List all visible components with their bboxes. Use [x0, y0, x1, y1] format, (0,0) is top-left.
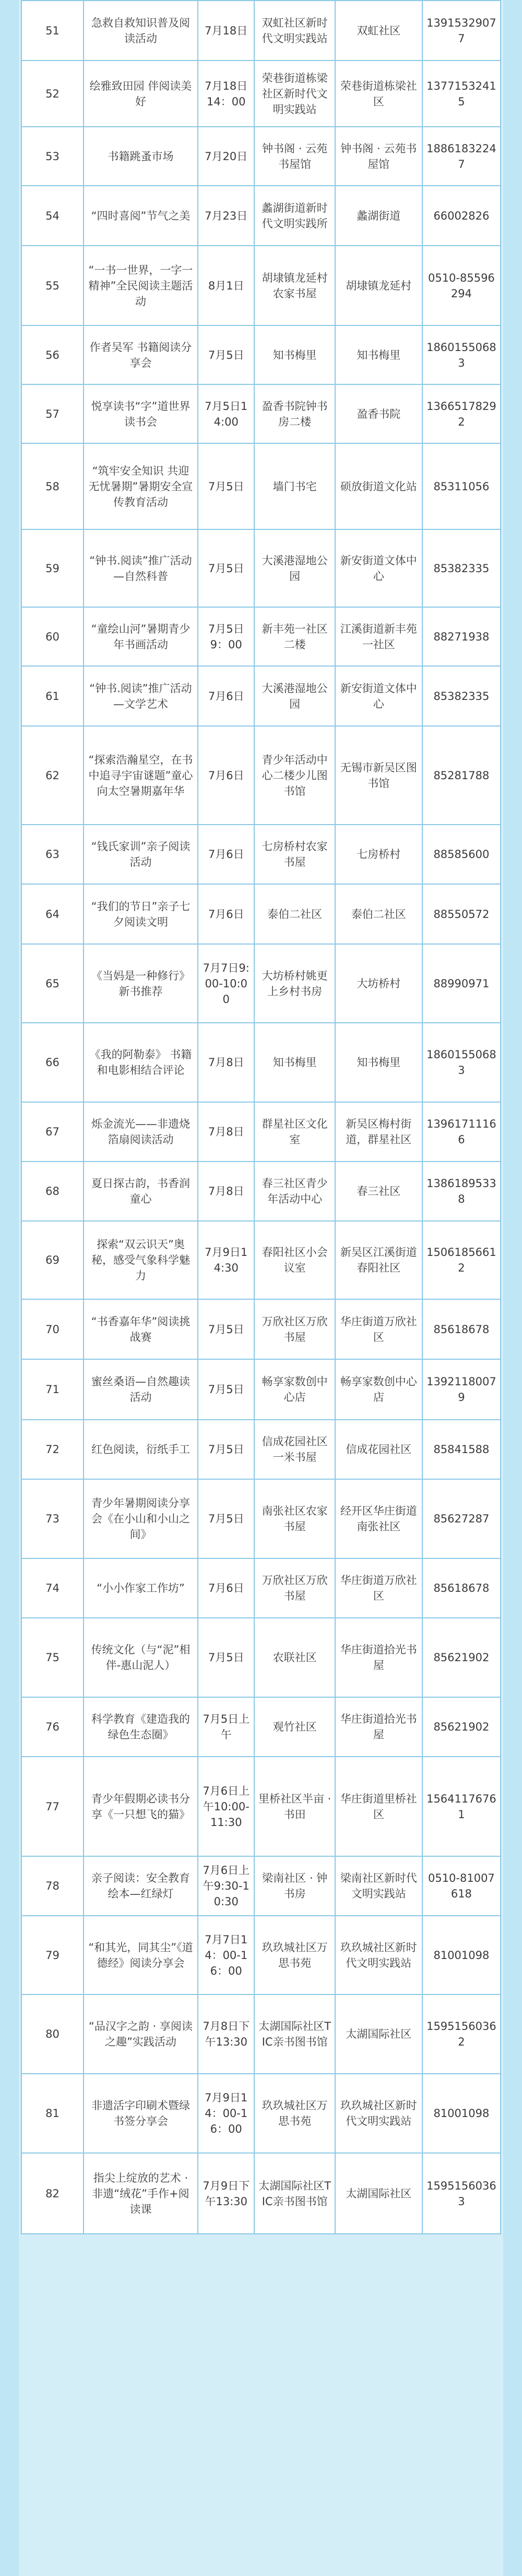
table-row: [21, 1102, 501, 1162]
contact-phone: 85618678: [422, 1299, 501, 1359]
row-number: 54: [21, 186, 84, 246]
table-row: [21, 2153, 501, 2234]
table-row: [21, 1757, 501, 1856]
event-date: 7月5日上午: [198, 1697, 254, 1757]
row-number: 62: [21, 726, 84, 825]
event-name: 蜜丝桑语—自然趣读活动: [84, 1359, 198, 1420]
event-venue: 万欣社区万欣书屋: [254, 1299, 335, 1359]
event-organizer: 蠡湖街道: [335, 186, 422, 246]
event-venue: 梁南社区 · 钟书房: [254, 1856, 335, 1916]
contact-phone: 88990971: [422, 944, 501, 1023]
table-row: [21, 529, 501, 607]
event-date: 7月20日: [198, 127, 254, 186]
event-venue: 太湖国际社区TIC亲书图书馆: [254, 1994, 335, 2074]
event-organizer: 华庄街道拾光书屋: [335, 1618, 422, 1697]
events-sheet: [19, 0, 503, 2576]
row-number: 56: [21, 325, 84, 384]
table-row: [21, 443, 501, 529]
event-date: 7月5日9：00: [198, 607, 254, 666]
event-organizer: 畅享家数创中心店: [335, 1359, 422, 1420]
event-date: 7月6日上午10:00-11:30: [198, 1757, 254, 1856]
contact-phone: 18861832247: [422, 127, 501, 186]
contact-phone: 81001098: [422, 2074, 501, 2153]
event-name: 青少年暑期阅读分享会《在小山和小山之间》: [84, 1479, 198, 1558]
event-date: 7月5日14:00: [198, 384, 254, 443]
event-date: 7月8日下午13:30: [198, 1994, 254, 2074]
event-venue: 大坊桥村姚更上乡村书房: [254, 944, 335, 1023]
table-row: [21, 1162, 501, 1221]
table-row: [21, 607, 501, 666]
event-organizer: 新安街道文体中心: [335, 666, 422, 726]
contact-phone: 85841588: [422, 1420, 501, 1479]
event-name: “探索浩瀚星空，在书中追寻宇宙谜题”童心向太空暑期嘉年华: [84, 726, 198, 825]
event-venue: 泰伯二社区: [254, 884, 335, 944]
event-organizer: 华庄街道万欣社区: [335, 1558, 422, 1618]
table-row: [21, 61, 501, 127]
table-row: [21, 1, 501, 61]
event-date: 7月8日: [198, 1023, 254, 1102]
event-name: 悦享读书“字”道世界读书会: [84, 384, 198, 443]
event-name: 夏日探古韵，书香润童心: [84, 1162, 198, 1221]
event-organizer: 经开区华庄街道南张社区: [335, 1479, 422, 1558]
event-organizer: 荣巷街道栋梁社区: [335, 61, 422, 127]
event-date: 8月1日: [198, 246, 254, 325]
row-number: 61: [21, 666, 84, 726]
event-date: 7月6日: [198, 825, 254, 884]
event-name: “和其光，同其尘”《道德经》阅读分享会: [84, 1916, 198, 1994]
table-row: [21, 1558, 501, 1618]
event-venue: 群星社区文化室: [254, 1102, 335, 1162]
row-number: 58: [21, 443, 84, 529]
event-organizer: 新吴区梅村街道，群星社区: [335, 1102, 422, 1162]
row-number: 55: [21, 246, 84, 325]
contact-phone: 85618678: [422, 1558, 501, 1618]
table-row: [21, 1856, 501, 1916]
event-organizer: 华庄街道拾光书屋: [335, 1697, 422, 1757]
event-organizer: 玖玖城社区新时代文明实践站: [335, 1916, 422, 1994]
contact-phone: 13665178292: [422, 384, 501, 443]
event-date: 7月23日: [198, 186, 254, 246]
event-venue: 荣巷街道栋梁社区新时代文明实践站: [254, 61, 335, 127]
event-organizer: 太湖国际社区: [335, 2153, 422, 2234]
event-organizer: 知书梅里: [335, 1023, 422, 1102]
table-row: [21, 825, 501, 884]
event-venue: 新丰苑一社区二楼: [254, 607, 335, 666]
table-row: [21, 384, 501, 443]
event-name: 绘雅致田园 伴阅读美好: [84, 61, 198, 127]
event-venue: 信成花园社区一米书屋: [254, 1420, 335, 1479]
table-row: [21, 726, 501, 825]
row-number: 65: [21, 944, 84, 1023]
row-number: 51: [21, 1, 84, 61]
contact-phone: 13961711166: [422, 1102, 501, 1162]
event-organizer: 双虹社区: [335, 1, 422, 61]
event-name: 指尖上绽放的艺术 · 非遗“绒花”手作+阅读课: [84, 2153, 198, 2234]
row-number: 79: [21, 1916, 84, 1994]
contact-phone: 85621902: [422, 1618, 501, 1697]
contact-phone: 85382335: [422, 529, 501, 607]
row-number: 80: [21, 1994, 84, 2074]
row-number: 69: [21, 1221, 84, 1299]
event-organizer: 知书梅里: [335, 325, 422, 384]
event-venue: 太湖国际社区TIC亲书图书馆: [254, 2153, 335, 2234]
contact-phone: 88585600: [422, 825, 501, 884]
event-venue: 知书梅里: [254, 325, 335, 384]
event-name: “钟书.阅读”推广活动—自然科普: [84, 529, 198, 607]
contact-phone: 15641176761: [422, 1757, 501, 1856]
event-date: 7月7日14：00-16：00: [198, 1916, 254, 1994]
row-number: 57: [21, 384, 84, 443]
table-row: [21, 1023, 501, 1102]
contact-phone: 0510-81007618: [422, 1856, 501, 1916]
row-number: 78: [21, 1856, 84, 1916]
event-date: 7月9日14:30: [198, 1221, 254, 1299]
event-venue: 春三社区青少年活动中心: [254, 1162, 335, 1221]
table-row: [21, 1697, 501, 1757]
event-organizer: 硕放街道文化站: [335, 443, 422, 529]
event-name: 书籍跳蚤市场: [84, 127, 198, 186]
contact-phone: 15951560363: [422, 2153, 501, 2234]
event-name: 探索“双云识天”奥秘，感受气象科学魅力: [84, 1221, 198, 1299]
event-name: 非遗活字印刷术暨绿书签分享会: [84, 2074, 198, 2153]
event-venue: 南张社区农家书屋: [254, 1479, 335, 1558]
event-venue: 里桥社区半亩 · 书田: [254, 1757, 335, 1856]
event-name: “钱氏家训”亲子阅读活动: [84, 825, 198, 884]
contact-phone: 15951560362: [422, 1994, 501, 2074]
table-row: [21, 1420, 501, 1479]
event-name: “四时喜阅”节气之美: [84, 186, 198, 246]
event-name: “钟书.阅读”推广活动—文学艺术: [84, 666, 198, 726]
row-number: 71: [21, 1359, 84, 1420]
event-date: 7月9日下午13:30: [198, 2153, 254, 2234]
row-number: 63: [21, 825, 84, 884]
event-organizer: 春三社区: [335, 1162, 422, 1221]
contact-phone: 0510-85596294: [422, 246, 501, 325]
event-venue: 盈香书院钟书房二楼: [254, 384, 335, 443]
event-name: “我们的节日”亲子七夕阅读文明: [84, 884, 198, 944]
event-name: “筑牢安全知识 共迎无忧暑期”暑期安全宣传教育活动: [84, 443, 198, 529]
row-number: 67: [21, 1102, 84, 1162]
event-date: 7月6日: [198, 1558, 254, 1618]
event-name: 亲子阅读：安全教育绘本—红绿灯: [84, 1856, 198, 1916]
contact-phone: 18601550683: [422, 325, 501, 384]
event-organizer: 新安街道文体中心: [335, 529, 422, 607]
table-row: [21, 1359, 501, 1420]
table-row: [21, 1994, 501, 2074]
contact-phone: 85382335: [422, 666, 501, 726]
contact-phone: 13921180079: [422, 1359, 501, 1420]
event-organizer: 江溪街道新丰苑一社区: [335, 607, 422, 666]
row-number: 70: [21, 1299, 84, 1359]
event-date: 7月5日: [198, 443, 254, 529]
event-name: 红色阅读，衍纸手工: [84, 1420, 198, 1479]
event-date: 7月6日上午9:30-10:30: [198, 1856, 254, 1916]
event-venue: 玖玖城社区万思书苑: [254, 1916, 335, 1994]
contact-phone: 88271938: [422, 607, 501, 666]
event-date: 7月8日: [198, 1162, 254, 1221]
event-date: 7月6日: [198, 884, 254, 944]
event-name: “小小作家工作坊”: [84, 1558, 198, 1618]
event-venue: 大溪港湿地公园: [254, 666, 335, 726]
event-date: 7月18日14：00: [198, 61, 254, 127]
event-organizer: 盈香书院: [335, 384, 422, 443]
table-row: [21, 127, 501, 186]
table-row: [21, 1479, 501, 1558]
event-date: 7月5日: [198, 1479, 254, 1558]
table-row: [21, 325, 501, 384]
event-organizer: 钟书阁 · 云苑书屋馆: [335, 127, 422, 186]
table-row: [21, 246, 501, 325]
event-organizer: 华庄街道万欣社区: [335, 1299, 422, 1359]
event-name: “书香嘉年华”阅读挑战赛: [84, 1299, 198, 1359]
event-date: 7月18日: [198, 1, 254, 61]
contact-phone: 85311056: [422, 443, 501, 529]
row-number: 66: [21, 1023, 84, 1102]
contact-phone: 85281788: [422, 726, 501, 825]
row-number: 74: [21, 1558, 84, 1618]
event-date: 7月8日: [198, 1102, 254, 1162]
table-row: [21, 1299, 501, 1359]
event-venue: 钟书阁 · 云苑书屋馆: [254, 127, 335, 186]
event-date: 7月5日: [198, 1420, 254, 1479]
contact-phone: 81001098: [422, 1916, 501, 1994]
event-venue: 七房桥村农家书屋: [254, 825, 335, 884]
event-organizer: 信成花园社区: [335, 1420, 422, 1479]
contact-phone: 85621902: [422, 1697, 501, 1757]
table-row: [21, 1618, 501, 1697]
event-venue: 蠡湖街道新时代文明实践所: [254, 186, 335, 246]
event-organizer: 大坊桥村: [335, 944, 422, 1023]
event-name: “童绘山河”暑期青少年书画活动: [84, 607, 198, 666]
row-number: 77: [21, 1757, 84, 1856]
event-venue: 观竹社区: [254, 1697, 335, 1757]
row-number: 53: [21, 127, 84, 186]
row-number: 52: [21, 61, 84, 127]
event-name: 青少年假期必读书分享《一只想飞的猫》: [84, 1757, 198, 1856]
event-venue: 万欣社区万欣书屋: [254, 1558, 335, 1618]
row-number: 81: [21, 2074, 84, 2153]
event-name: 传统文化（与“泥”相伴-惠山泥人）: [84, 1618, 198, 1697]
table-row: [21, 884, 501, 944]
event-name: 科学教育《建造我的绿色生态圈》: [84, 1697, 198, 1757]
contact-phone: 66002826: [422, 186, 501, 246]
event-date: 7月5日: [198, 529, 254, 607]
contact-phone: 13915329077: [422, 1, 501, 61]
event-organizer: 玖玖城社区新时代文明实践站: [335, 2074, 422, 2153]
event-venue: 双虹社区新时代文明实践站: [254, 1, 335, 61]
table-row: [21, 944, 501, 1023]
table-row: [21, 666, 501, 726]
event-date: 7月5日: [198, 1299, 254, 1359]
events-table-body: [21, 1, 501, 2234]
event-name: 《我的阿勒泰》 书籍和电影相结合评论: [84, 1023, 198, 1102]
table-row: [21, 2074, 501, 2153]
event-organizer: 华庄街道里桥社区: [335, 1757, 422, 1856]
contact-phone: 18601550683: [422, 1023, 501, 1102]
event-venue: 大溪港湿地公园: [254, 529, 335, 607]
table-row: [21, 1916, 501, 1994]
event-venue: 玖玖城社区万思书苑: [254, 2074, 335, 2153]
event-organizer: 新吴区江溪街道春阳社区: [335, 1221, 422, 1299]
row-number: 73: [21, 1479, 84, 1558]
contact-phone: 13861895338: [422, 1162, 501, 1221]
event-organizer: 七房桥村: [335, 825, 422, 884]
table-row: [21, 1221, 501, 1299]
event-organizer: 无锡市新吴区图书馆: [335, 726, 422, 825]
row-number: 82: [21, 2153, 84, 2234]
row-number: 68: [21, 1162, 84, 1221]
event-venue: 青少年活动中心二楼少儿图书馆: [254, 726, 335, 825]
event-name: “一书一世界，一字一精神”全民阅读主题活动: [84, 246, 198, 325]
event-organizer: 梁南社区新时代文明实践站: [335, 1856, 422, 1916]
row-number: 60: [21, 607, 84, 666]
event-date: 7月9日14：00-16：00: [198, 2074, 254, 2153]
event-venue: 胡埭镇龙延村农家书屋: [254, 246, 335, 325]
row-number: 76: [21, 1697, 84, 1757]
event-date: 7月6日: [198, 726, 254, 825]
table-row: [21, 186, 501, 246]
events-table: [21, 0, 501, 2234]
event-organizer: 胡埭镇龙延村: [335, 246, 422, 325]
row-number: 72: [21, 1420, 84, 1479]
event-name: 急救自救知识普及阅读活动: [84, 1, 198, 61]
event-venue: 墙门书宅: [254, 443, 335, 529]
event-date: 7月5日: [198, 1618, 254, 1697]
event-venue: 知书梅里: [254, 1023, 335, 1102]
contact-phone: 15061856612: [422, 1221, 501, 1299]
event-venue: 春阳社区小会议室: [254, 1221, 335, 1299]
event-name: 烁金流光——非遗烧箔扇阅读活动: [84, 1102, 198, 1162]
event-venue: 农联社区: [254, 1618, 335, 1697]
event-venue: 畅享家数创中心店: [254, 1359, 335, 1420]
event-date: 7月7日9:00-10:00: [198, 944, 254, 1023]
row-number: 75: [21, 1618, 84, 1697]
contact-phone: 85627287: [422, 1479, 501, 1558]
event-name: 作者吴军 书籍阅读分享会: [84, 325, 198, 384]
contact-phone: 88550572: [422, 884, 501, 944]
event-date: 7月5日: [198, 325, 254, 384]
row-number: 59: [21, 529, 84, 607]
contact-phone: 13771532415: [422, 61, 501, 127]
event-organizer: 太湖国际社区: [335, 1994, 422, 2074]
event-name: 《当妈是一种修行》新书推荐: [84, 944, 198, 1023]
event-organizer: 泰伯二社区: [335, 884, 422, 944]
event-date: 7月5日: [198, 1359, 254, 1420]
row-number: 64: [21, 884, 84, 944]
event-date: 7月6日: [198, 666, 254, 726]
event-name: “品汉字之韵 · 享阅读之趣”实践活动: [84, 1994, 198, 2074]
